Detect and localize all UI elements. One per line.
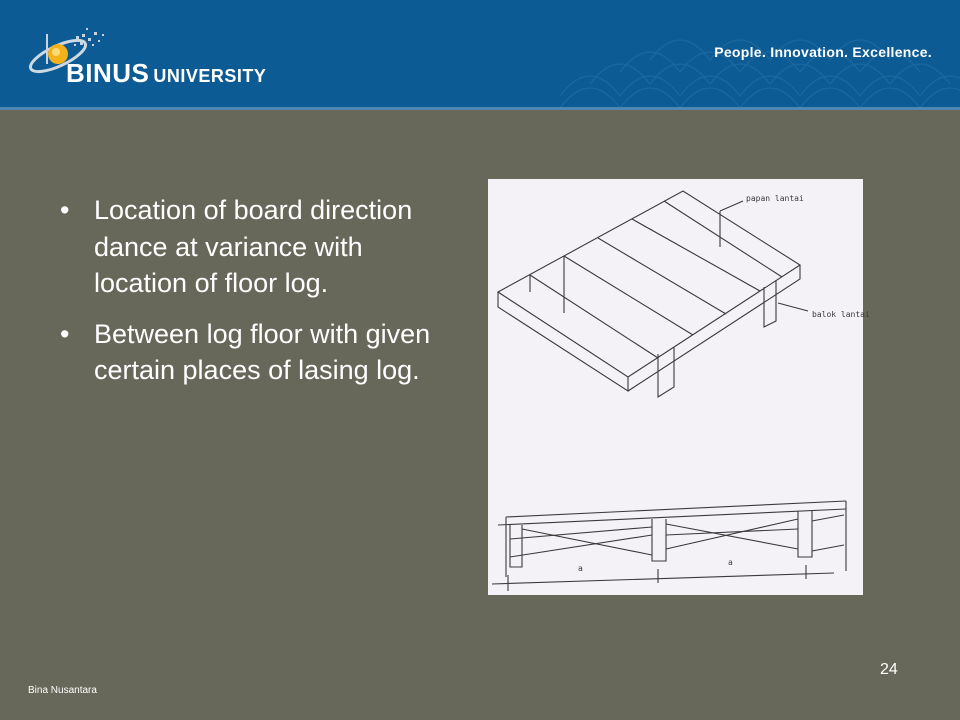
logo-main-text: BINUS	[66, 58, 150, 88]
bullet-text: Between log floor with given certain places of lasing log.	[94, 318, 431, 385]
tagline: People. Innovation. Excellence.	[714, 44, 932, 60]
bullet-dot-icon: •	[60, 318, 70, 349]
page-number: 24	[880, 661, 898, 678]
floor-diagram	[488, 179, 870, 595]
bullet-list	[60, 192, 450, 403]
footer-organization: Bina Nusantara	[28, 685, 97, 696]
bullet-dot-icon: •	[60, 195, 70, 225]
bullet-item	[60, 316, 450, 389]
label-log: balok lantai	[812, 310, 870, 319]
dimension-label: a	[728, 558, 733, 567]
dimension-label: a	[578, 564, 583, 573]
floor-diagram-image	[488, 179, 870, 595]
header-divider	[0, 107, 960, 110]
label-board: papan lantai	[746, 194, 804, 203]
binus-logo	[18, 14, 288, 98]
bullet-text: Location of board direction dance at variance with location of floor log.	[94, 195, 413, 298]
bullet-item	[60, 192, 450, 302]
logo-sub-text: UNIVERSITY	[153, 66, 267, 86]
header-banner	[0, 0, 960, 108]
